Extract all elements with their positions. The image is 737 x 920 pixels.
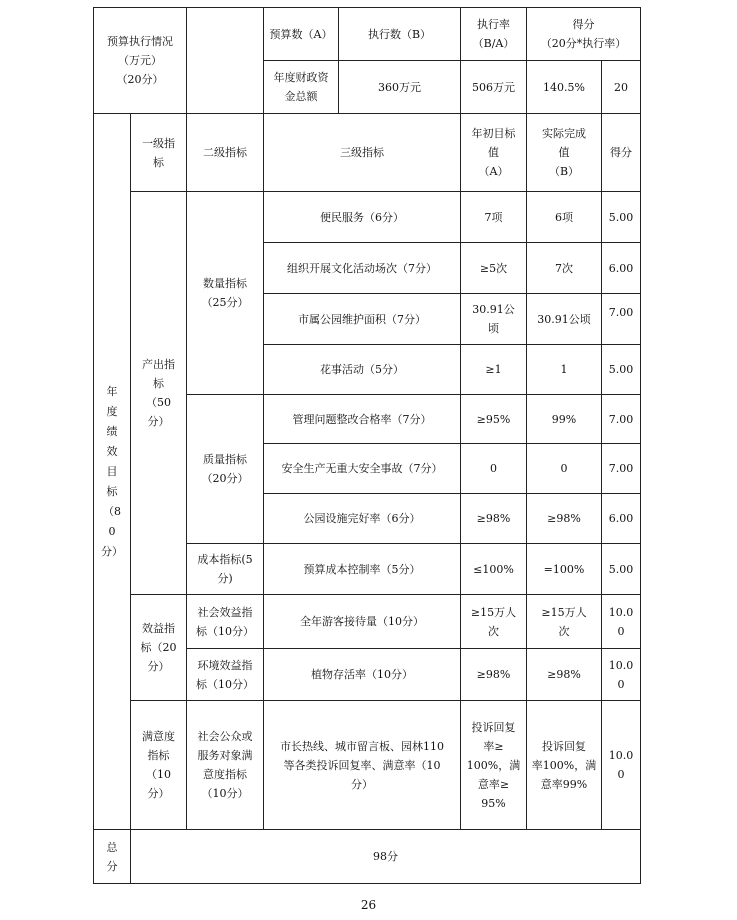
target-cell: ≥98% xyxy=(461,649,527,701)
performance-evaluation-table xyxy=(93,7,641,884)
benefit-indicator-label: 效益指 标（20 分） xyxy=(131,595,187,701)
indicator-cell: 市属公园维护面积（7分） xyxy=(264,294,461,345)
satisfaction-sub-label: 社会公众或 服务对象满 意度指标 （10分） xyxy=(187,701,264,830)
page-number: 26 xyxy=(360,898,377,912)
score-cell: 5.00 xyxy=(602,544,641,595)
target-cell: 7项 xyxy=(461,192,527,243)
env-benefit-label: 环境效益指 标（10分） xyxy=(187,649,264,701)
actual-cell: 7次 xyxy=(527,243,602,294)
budget-amount-header: 预算数（A） xyxy=(264,8,339,61)
target-cell: ≥95% xyxy=(461,395,527,444)
actual-cell: 6项 xyxy=(527,192,602,243)
target-cell: 0 xyxy=(461,444,527,494)
indicator-cell: 市长热线、城市留言板、园林110 等各类投诉回复率、满意率（10 分） xyxy=(264,701,461,830)
actual-cell: 30.91公顷 xyxy=(527,294,602,345)
actual-cell: 投诉回复 率100%，满 意率99% xyxy=(527,701,602,830)
table-row xyxy=(94,192,641,243)
table-row xyxy=(94,595,641,649)
execution-amount-header: 执行数（B） xyxy=(339,8,461,61)
target-cell: ≤100% xyxy=(461,544,527,595)
execution-amount-value: 506万元 xyxy=(461,61,527,114)
actual-cell: =100% xyxy=(527,544,602,595)
social-benefit-label: 社会效益指 标（10分） xyxy=(187,595,264,649)
score-cell: 6.00 xyxy=(602,243,641,294)
cost-indicator-label: 成本指标(5 分) xyxy=(187,544,264,595)
score-cell: 10.0 0 xyxy=(602,701,641,830)
execution-rate-value: 140.5% xyxy=(527,61,602,114)
score-cell: 7.00 xyxy=(602,395,641,444)
total-row xyxy=(94,830,641,884)
actual-cell: 0 xyxy=(527,444,602,494)
execution-rate-header: 执行率 （B/A） xyxy=(461,8,527,61)
actual-header: 实际完成 值 （B） xyxy=(527,114,602,192)
table-row xyxy=(94,701,641,830)
indicator-cell: 管理问题整改合格率（7分） xyxy=(264,395,461,444)
budget-blank-cell xyxy=(187,8,264,114)
quantity-indicator-label: 数量指标 （25分） xyxy=(187,192,264,395)
level1-header: 一级指 标 xyxy=(131,114,187,192)
target-cell: 30.91公 顷 xyxy=(461,294,527,345)
target-cell: ≥5次 xyxy=(461,243,527,294)
budget-section-label: 预算执行情况 （万元） （20分） xyxy=(94,8,187,114)
score-cell: 5.00 xyxy=(602,192,641,243)
score-cell: 7.00 xyxy=(602,294,641,345)
level3-header: 三级指标 xyxy=(264,114,461,192)
target-cell: ≥15万人 次 xyxy=(461,595,527,649)
budget-score-header: 得分 （20分*执行率） xyxy=(527,8,641,61)
score-header: 得分 xyxy=(602,114,641,192)
target-cell: ≥1 xyxy=(461,345,527,395)
actual-cell: ≥15万人 次 xyxy=(527,595,602,649)
target-cell: 投诉回复 率≥ 100%，满 意率≥ 95% xyxy=(461,701,527,830)
indicator-cell: 便民服务（6分） xyxy=(264,192,461,243)
total-value: 98分 xyxy=(131,830,641,884)
budget-score-value: 20 xyxy=(602,61,641,114)
quality-indicator-label: 质量指标 （20分） xyxy=(187,395,264,544)
output-indicator-label: 产出指 标 （50 分） xyxy=(131,192,187,595)
budget-amount-value: 360万元 xyxy=(339,61,461,114)
target-header: 年初目标 值 （A） xyxy=(461,114,527,192)
indicator-cell: 预算成本控制率（5分） xyxy=(264,544,461,595)
performance-section-label: 年 度 绩 效 目 标 （8 0 分） xyxy=(94,114,131,830)
score-cell: 7.00 xyxy=(602,444,641,494)
indicator-cell: 公园设施完好率（6分） xyxy=(264,494,461,544)
score-cell: 6.00 xyxy=(602,494,641,544)
target-cell: ≥98% xyxy=(461,494,527,544)
score-cell: 5.00 xyxy=(602,345,641,395)
indicator-cell: 组织开展文化活动场次（7分） xyxy=(264,243,461,294)
actual-cell: ≥98% xyxy=(527,494,602,544)
actual-cell: 99% xyxy=(527,395,602,444)
score-cell: 10.0 0 xyxy=(602,595,641,649)
total-label: 总 分 xyxy=(94,830,131,884)
annual-fund-label: 年度财政资 金总额 xyxy=(264,61,339,114)
actual-cell: 1 xyxy=(527,345,602,395)
indicator-cell: 植物存活率（10分） xyxy=(264,649,461,701)
indicator-cell: 全年游客接待量（10分） xyxy=(264,595,461,649)
level2-header: 二级指标 xyxy=(187,114,264,192)
indicator-cell: 安全生产无重大安全事故（7分） xyxy=(264,444,461,494)
indicator-cell: 花事活动（5分） xyxy=(264,345,461,395)
actual-cell: ≥98% xyxy=(527,649,602,701)
satisfaction-indicator-label: 满意度 指标 （10 分） xyxy=(131,701,187,830)
score-cell: 10.0 0 xyxy=(602,649,641,701)
